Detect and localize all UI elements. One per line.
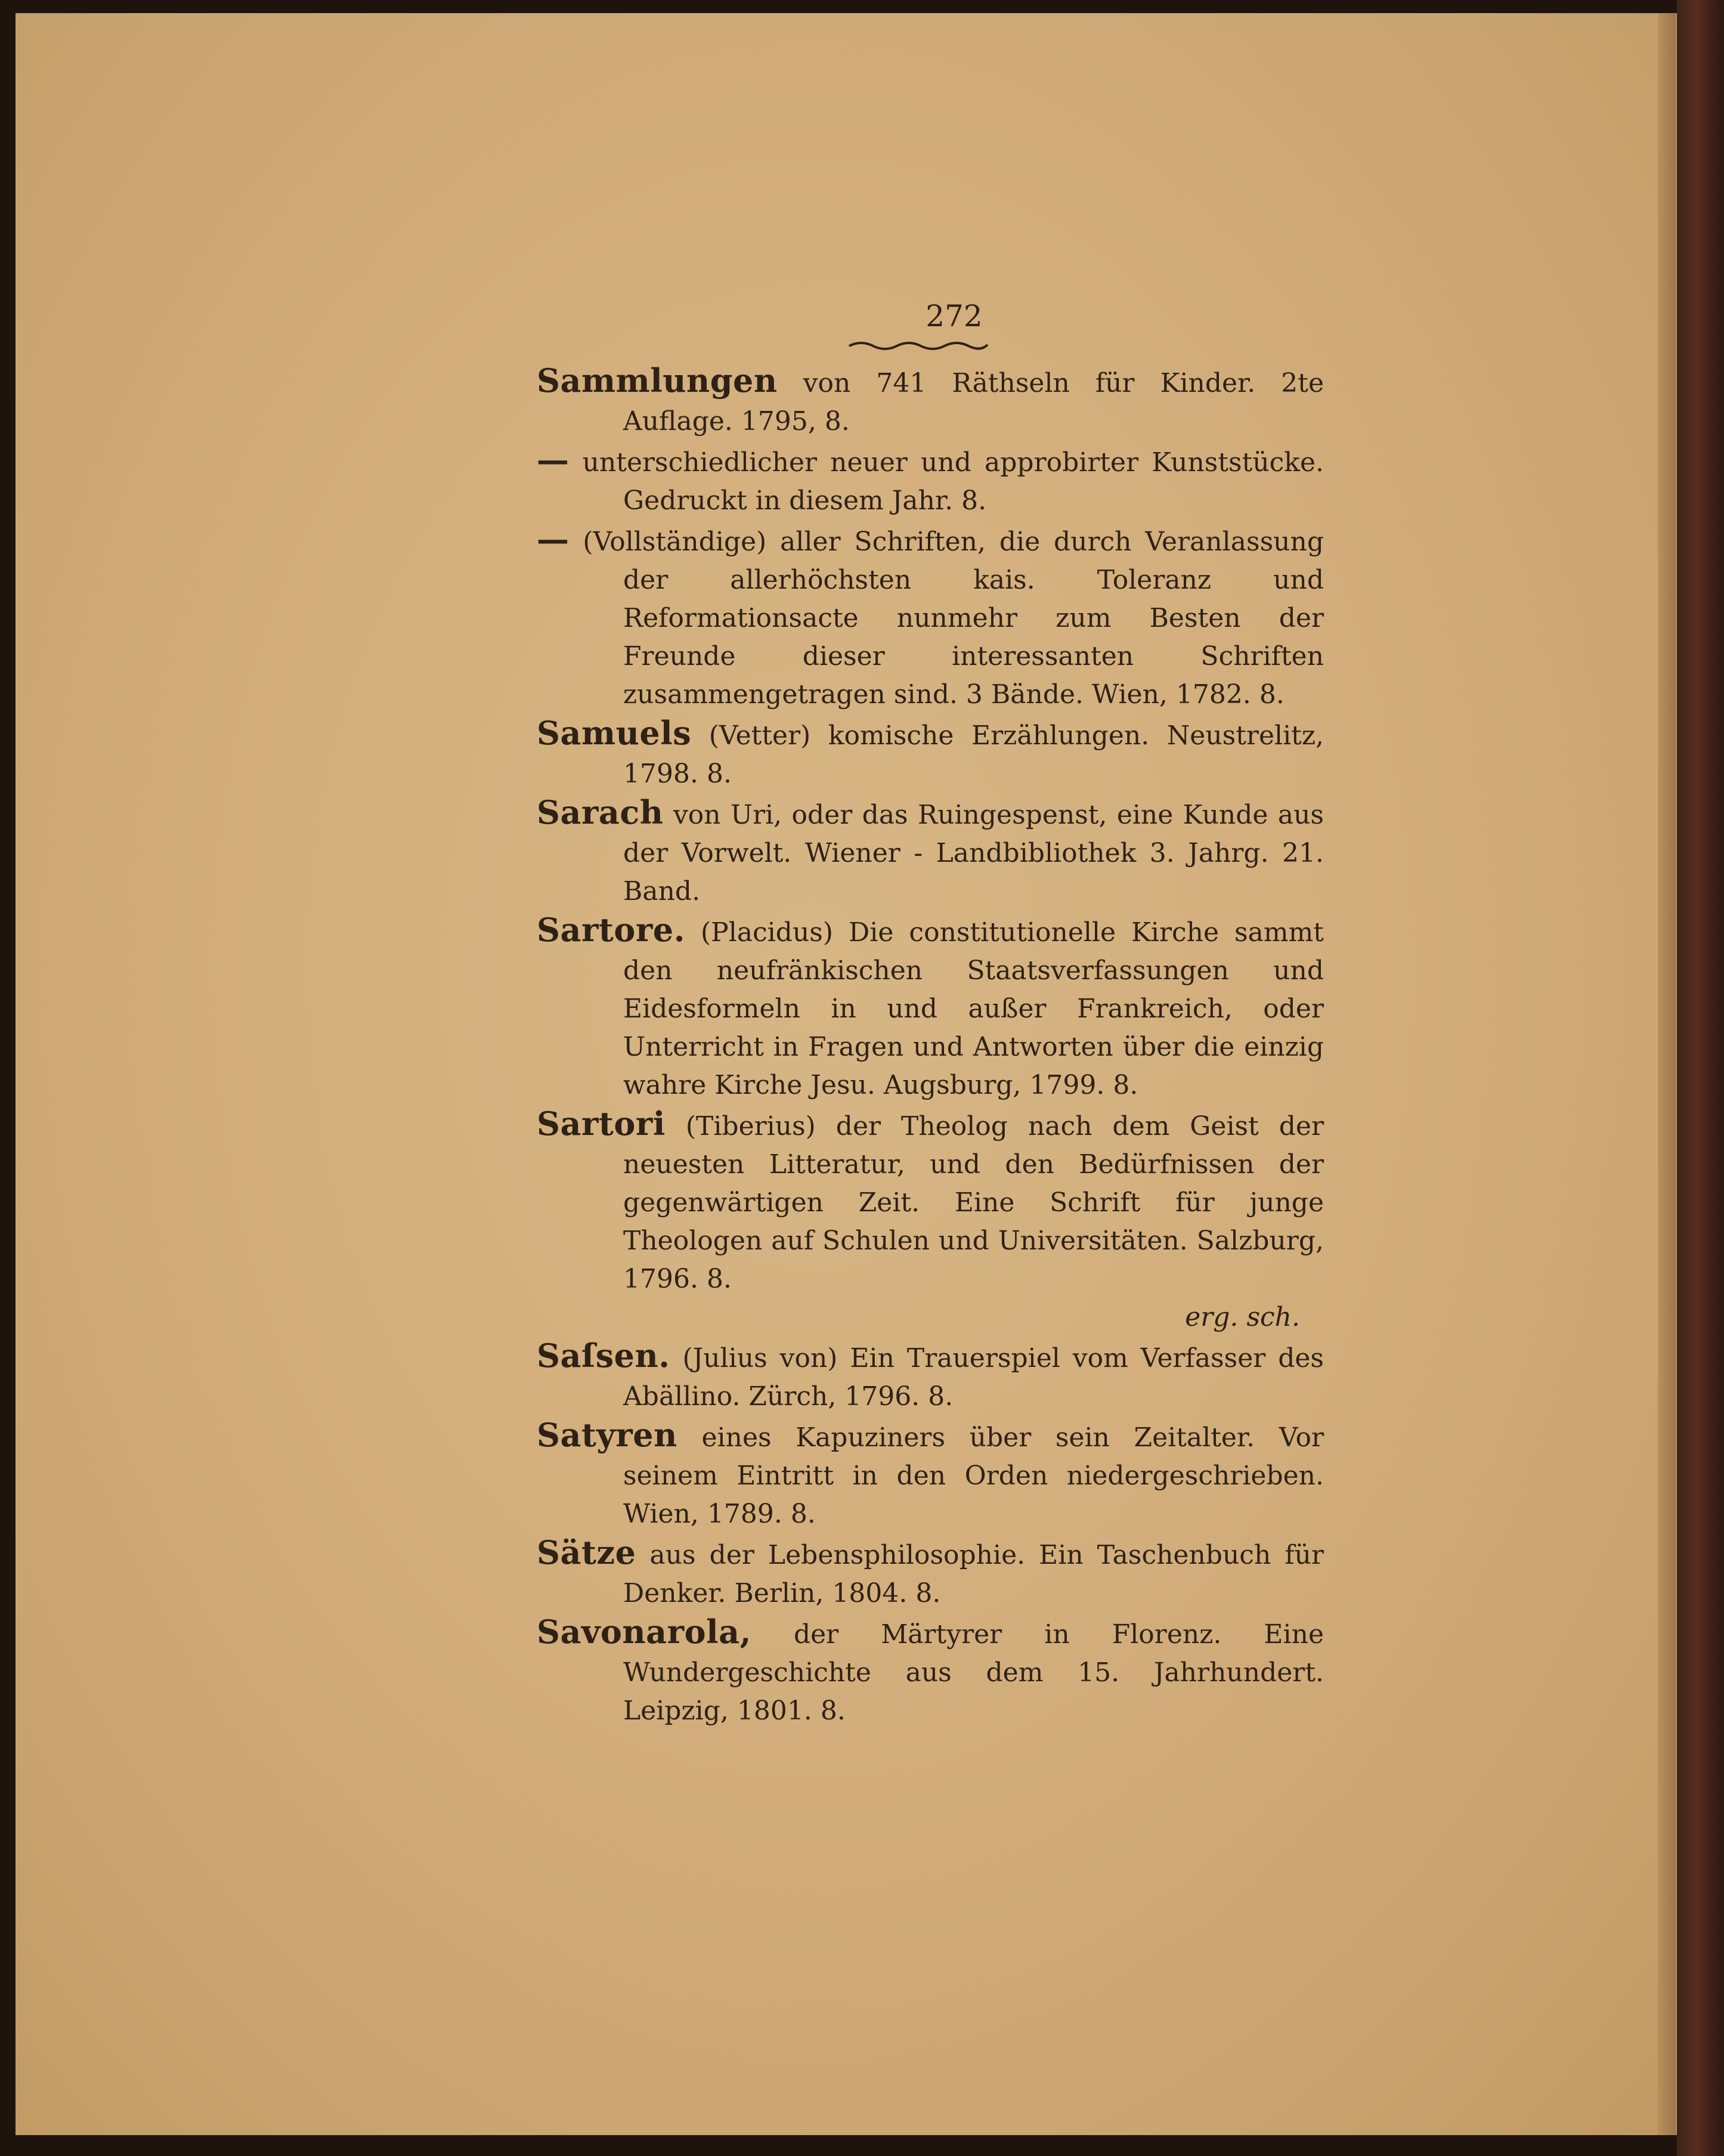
entry-text: unterschiedlicher neuer und approbirter Kunststücke. Gedruckt in diesem Jahr. 8.	[582, 447, 1324, 516]
book-edge	[1677, 0, 1724, 2156]
entry-head: Saſsen.	[537, 1337, 670, 1375]
signature-note: erg. sch.	[1185, 1302, 1300, 1332]
entry-text: von Uri, oder das Ruingespenst, eine Kunde aus der Vorwelt. Wiener - Landbibliothek 3. Jahrg. 21. Band.	[623, 800, 1324, 907]
entry-sarach	[537, 793, 1324, 911]
entry-text: (Placidus) Die constitutionelle Kirche sammt den neufränkischen Staatsverfassungen und Eidesformeln in und außer Frankreich, oder Unterricht in Fragen und Antworten über die einzig wahre Kirche Jesu. Augsburg, 1799. 8.	[623, 917, 1324, 1100]
entry-satyren	[537, 1416, 1324, 1533]
entry-text: von 741 Räthseln für Kinder. 2te Auflage. 1795, 8.	[623, 368, 1324, 437]
entry-sassen	[537, 1337, 1324, 1416]
entry-text: eines Kapuziners über sein Zeitalter. Vor seinem Eintritt in den Orden niedergeschrieben. Wien, 1789. 8.	[623, 1422, 1324, 1529]
entry-text: (Vollständige) aller Schriften, die durch Veranlassung der allerhöchsten kais. Toleranz und Reformationsacte nunmehr zum Besten der Freunde dieser interessanten Schriften zusammengetragen sind. 3 Bände. Wien, 1782. 8.	[583, 527, 1324, 710]
entry-head: Satyren	[537, 1416, 677, 1454]
entry-sammlungen	[537, 361, 1324, 441]
entry-head: Samuels	[537, 714, 692, 752]
entry-sammlungen-kunststuecke	[537, 441, 1324, 520]
entry-text: (Vetter) komische Erzählungen. Neustrelitz, 1798. 8.	[623, 720, 1324, 789]
entry-head: Sätze	[537, 1533, 636, 1572]
entry-dash: —	[537, 520, 569, 558]
entry-head: Sartore.	[537, 911, 686, 949]
entry-text: (Julius von) Ein Trauerspiel vom Verfasser des Abällino. Zürch, 1796. 8.	[623, 1343, 1324, 1412]
entry-dash: —	[537, 441, 569, 479]
entry-sartore	[537, 911, 1324, 1105]
entry-samuels	[537, 714, 1324, 793]
entry-sammlungen-schriften	[537, 520, 1324, 714]
entry-head: Savonarola,	[537, 1613, 751, 1651]
entry-head: Sartori	[537, 1105, 666, 1143]
entry-text: (Tiberius) der Theolog nach dem Geist der neuesten Litteratur, und den Bedürfnissen der gegenwärtigen Zeit. Eine Schrift für junge Theologen auf Schulen und Universitäten. Salzburg, 1796. 8.	[623, 1111, 1324, 1294]
entry-text: der Märtyrer in Florenz. Eine Wundergeschichte aus dem 15. Jahrhundert. Leipzig, 1801. 8.	[623, 1619, 1324, 1726]
ornament-rule-icon	[847, 338, 990, 352]
page-gutter	[1658, 13, 1676, 2135]
entry-head: Sarach	[537, 793, 664, 831]
entry-savonarola	[537, 1613, 1324, 1730]
entry-saetze	[537, 1533, 1324, 1613]
text-block	[537, 298, 1324, 1730]
page-number: 272	[926, 299, 983, 333]
entry-text: aus der Lebensphilosophie. Ein Taschenbuch für Denker. Berlin, 1804. 8.	[623, 1540, 1324, 1609]
entry-sartori	[537, 1105, 1324, 1298]
entry-head: Sammlungen	[537, 361, 778, 400]
